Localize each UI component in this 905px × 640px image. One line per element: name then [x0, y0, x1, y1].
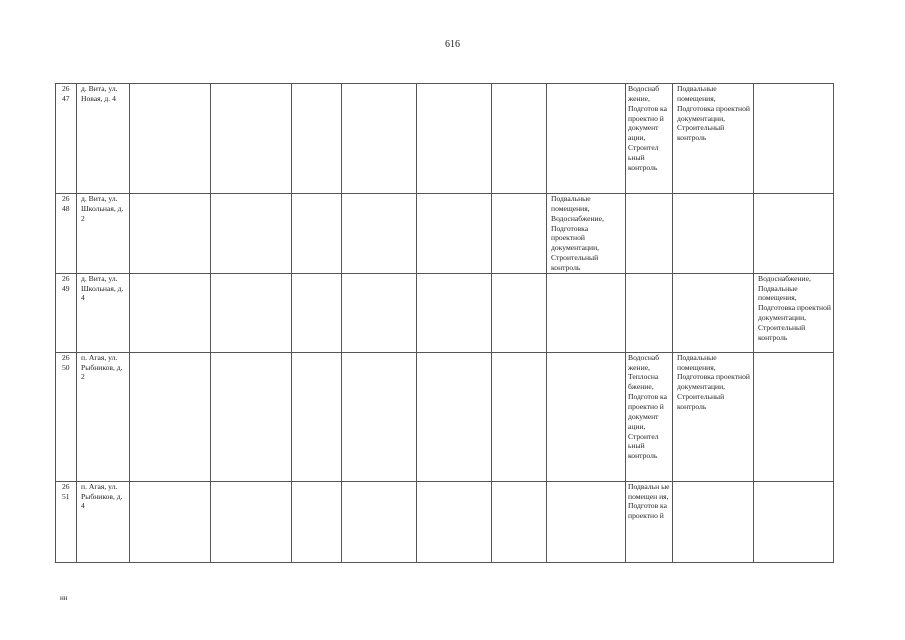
- works-cell: [754, 481, 834, 562]
- empty-cell: [211, 273, 292, 352]
- empty-cell: [292, 273, 342, 352]
- address-cell: п. Агая, ул. Рыбников, д. 4: [77, 481, 130, 562]
- empty-cell: [417, 481, 492, 562]
- works-cell: Водоснаб жение, Теплосна бжение, Подготов ка проектно й документ ации, Строител ьный контроль: [626, 352, 673, 481]
- empty-cell: [417, 273, 492, 352]
- works-cell: Подвальные помещения, Подготовка проектной документации, Строительный контроль: [673, 84, 754, 194]
- empty-cell: [492, 84, 547, 194]
- works-cell: [547, 481, 626, 562]
- works-cell: Подвальн ые помещен ия, Подготов ка проектно й: [626, 481, 673, 562]
- empty-cell: [211, 352, 292, 481]
- works-cell: [673, 273, 754, 352]
- empty-cell: [492, 352, 547, 481]
- works-cell: [754, 84, 834, 194]
- empty-cell: [342, 481, 417, 562]
- row-number: 26 48: [56, 194, 77, 274]
- address-cell: п. Агая, ул. Рыбников, д. 2: [77, 352, 130, 481]
- empty-cell: [492, 481, 547, 562]
- works-cell: [547, 273, 626, 352]
- empty-cell: [292, 481, 342, 562]
- empty-cell: [492, 273, 547, 352]
- works-cell: [547, 84, 626, 194]
- empty-cell: [417, 352, 492, 481]
- works-table: [55, 83, 834, 563]
- empty-cell: [130, 194, 211, 274]
- works-cell: Водоснабжение, Подвальные помещения, Подготовка проектной документации, Строительный контроль: [754, 273, 834, 352]
- address-cell: д. Вита, ул. Школьная, д. 4: [77, 273, 130, 352]
- empty-cell: [417, 84, 492, 194]
- table-row: [56, 273, 834, 352]
- empty-cell: [130, 273, 211, 352]
- empty-cell: [292, 352, 342, 481]
- row-number: 26 50: [56, 352, 77, 481]
- empty-cell: [342, 84, 417, 194]
- works-cell: [626, 273, 673, 352]
- address-cell: д. Вита, ул. Школьная, д. 2: [77, 194, 130, 274]
- empty-cell: [130, 84, 211, 194]
- works-cell: [754, 194, 834, 274]
- works-cell: Водоснаб жение, Подготов ка проектно й документ ации, Строител ьный контроль: [626, 84, 673, 194]
- works-cell: [673, 481, 754, 562]
- empty-cell: [417, 194, 492, 274]
- empty-cell: [292, 84, 342, 194]
- empty-cell: [211, 84, 292, 194]
- row-number: 26 51: [56, 481, 77, 562]
- works-cell: Подвальные помещения, Подготовка проектной документации, Строительный контроль: [673, 352, 754, 481]
- empty-cell: [211, 481, 292, 562]
- empty-cell: [342, 352, 417, 481]
- address-cell: д. Вита, ул. Новая, д. 4: [77, 84, 130, 194]
- footer-mark: нн: [60, 594, 68, 602]
- empty-cell: [130, 352, 211, 481]
- page-number: 616: [445, 39, 460, 50]
- empty-cell: [492, 194, 547, 274]
- empty-cell: [211, 194, 292, 274]
- works-cell: [626, 194, 673, 274]
- row-number: 26 49: [56, 273, 77, 352]
- empty-cell: [342, 273, 417, 352]
- table-row: [56, 84, 834, 194]
- empty-cell: [292, 194, 342, 274]
- row-number: 26 47: [56, 84, 77, 194]
- empty-cell: [130, 481, 211, 562]
- works-cell: Подвальные помещения, Водоснабжение, Подготовка проектной документации, Строительный контроль: [547, 194, 626, 274]
- works-cell: [673, 194, 754, 274]
- table-row: [56, 194, 834, 274]
- table-row: [56, 481, 834, 562]
- table-row: [56, 352, 834, 481]
- works-cell: [754, 352, 834, 481]
- works-cell: [547, 352, 626, 481]
- empty-cell: [342, 194, 417, 274]
